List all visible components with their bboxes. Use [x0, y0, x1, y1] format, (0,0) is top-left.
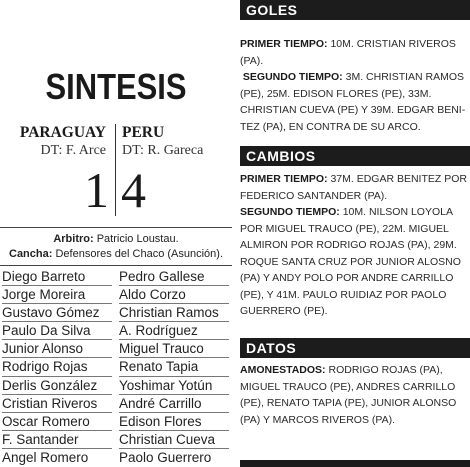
- referee-line: [0, 232, 232, 247]
- player-name: Cristian Riveros: [2, 395, 112, 413]
- divider: [0, 265, 232, 266]
- goles-second-text: 3M. CHRISTIAN RAMOS (PE), 25M. EDISON FLORES (PE), 33M. CHRISTIAN CUEVA (PE) Y 39M. EDGAR BENI-TEZ (PA), EN CONTRA DE SU ARCO.: [240, 71, 466, 133]
- home-team-coach: DT: F. Arce: [40, 143, 106, 158]
- player-name: Christian Ramos: [119, 304, 229, 322]
- officials: [0, 232, 232, 261]
- cambios-second-text: 10M. NILSON LOYOLA POR MIGUEL TRAUCO (PE), 22M. MIGUEL ALMIRON POR RODRIGO ROJAS (PA), 29M. ROQUE SANTA CRUZ POR JUNIOR ALOSNO (PA) Y ANDY POLO POR ANDRE CARRILLO (PE), Y 41M. PAULO RUIDIAZ POR PAOLO GUERRERO (PE).: [240, 206, 461, 317]
- divider: [0, 227, 232, 228]
- datos-body: [240, 362, 468, 428]
- player-name: Aldo Corzo: [119, 286, 229, 304]
- cambios-header: CAMBIOS: [240, 146, 470, 166]
- player-name: A. Rodríguez: [119, 322, 229, 340]
- player-name: Diego Barreto: [2, 268, 112, 286]
- player-name: Paolo Guerrero: [119, 449, 212, 465]
- player-name: Gustavo Gómez: [2, 304, 112, 322]
- player-name: Edison Flores: [119, 413, 229, 431]
- home-lineup: [2, 268, 112, 467]
- player-name: Jorge Moreira: [2, 286, 112, 304]
- player-name: Angel Romero: [2, 449, 89, 465]
- away-team-name: PERU: [122, 124, 165, 141]
- player-name: André Carrillo: [119, 395, 229, 413]
- goles-first-label: PRIMER TIEMPO:: [240, 38, 328, 50]
- home-score: 1: [84, 162, 109, 218]
- datos-header: DATOS: [240, 338, 470, 358]
- player-name: Oscar Romero: [2, 413, 112, 431]
- player-name: Rodrigo Rojas: [2, 358, 112, 376]
- player-name: Renato Tapia: [119, 358, 229, 376]
- goles-first-text: 10M. CRISTIAN RIVEROS (PA).: [240, 38, 456, 67]
- away-lineup: [119, 268, 229, 467]
- player-name: Christian Cueva: [119, 431, 229, 449]
- goles-body: [240, 36, 468, 135]
- summary-title: SINTESIS: [45, 66, 187, 107]
- goles-header: GOLES: [240, 0, 470, 20]
- bottom-bar: [240, 460, 470, 467]
- cambios-second-label: SEGUNDO TIEMPO:: [240, 206, 340, 218]
- player-name: F. Santander: [2, 431, 112, 449]
- away-score: 4: [121, 162, 146, 218]
- player-name: Paulo Da Silva: [2, 322, 112, 340]
- player-name: Miguel Trauco: [119, 340, 229, 358]
- cambios-first-text: 37M. EDGAR BENITEZ POR FEDERICO SANTANDER (PA).: [240, 173, 467, 202]
- player-name: Derlis González: [2, 377, 112, 395]
- referee-value: Patricio Loustau.: [96, 233, 179, 245]
- away-team: [118, 124, 230, 159]
- cambios-first-label: PRIMER TIEMPO:: [240, 173, 328, 185]
- away-team-coach: DT: R. Gareca: [122, 143, 204, 158]
- player-name: Pedro Gallese: [119, 268, 229, 286]
- venue-line: [0, 247, 232, 262]
- datos-label: AMONESTADOS:: [240, 364, 326, 376]
- player-name: Yoshimar Yotún: [119, 377, 229, 395]
- home-team-name: PARAGUAY: [19, 124, 106, 141]
- venue-label: Cancha:: [9, 247, 53, 260]
- datos-text: RODRIGO ROJAS (PA), MIGUEL TRAUCO (PE), ANDRES CARRILLO (PE), RENATO TAPIA (PE), JUNIOR ALONSO (PA) Y MARCOS RIVEROS (PA).: [240, 364, 457, 426]
- referee-label: Arbitro:: [53, 233, 94, 245]
- goles-second-label: SEGUNDO TIEMPO:: [242, 71, 343, 83]
- venue-value: Defensores del Chaco (Asunción).: [55, 247, 223, 260]
- cambios-body: [240, 171, 468, 320]
- score-divider: [115, 124, 116, 216]
- match-summary-panel: [0, 0, 232, 467]
- player-name: Junior Alonso: [2, 340, 112, 358]
- home-team: [0, 124, 112, 159]
